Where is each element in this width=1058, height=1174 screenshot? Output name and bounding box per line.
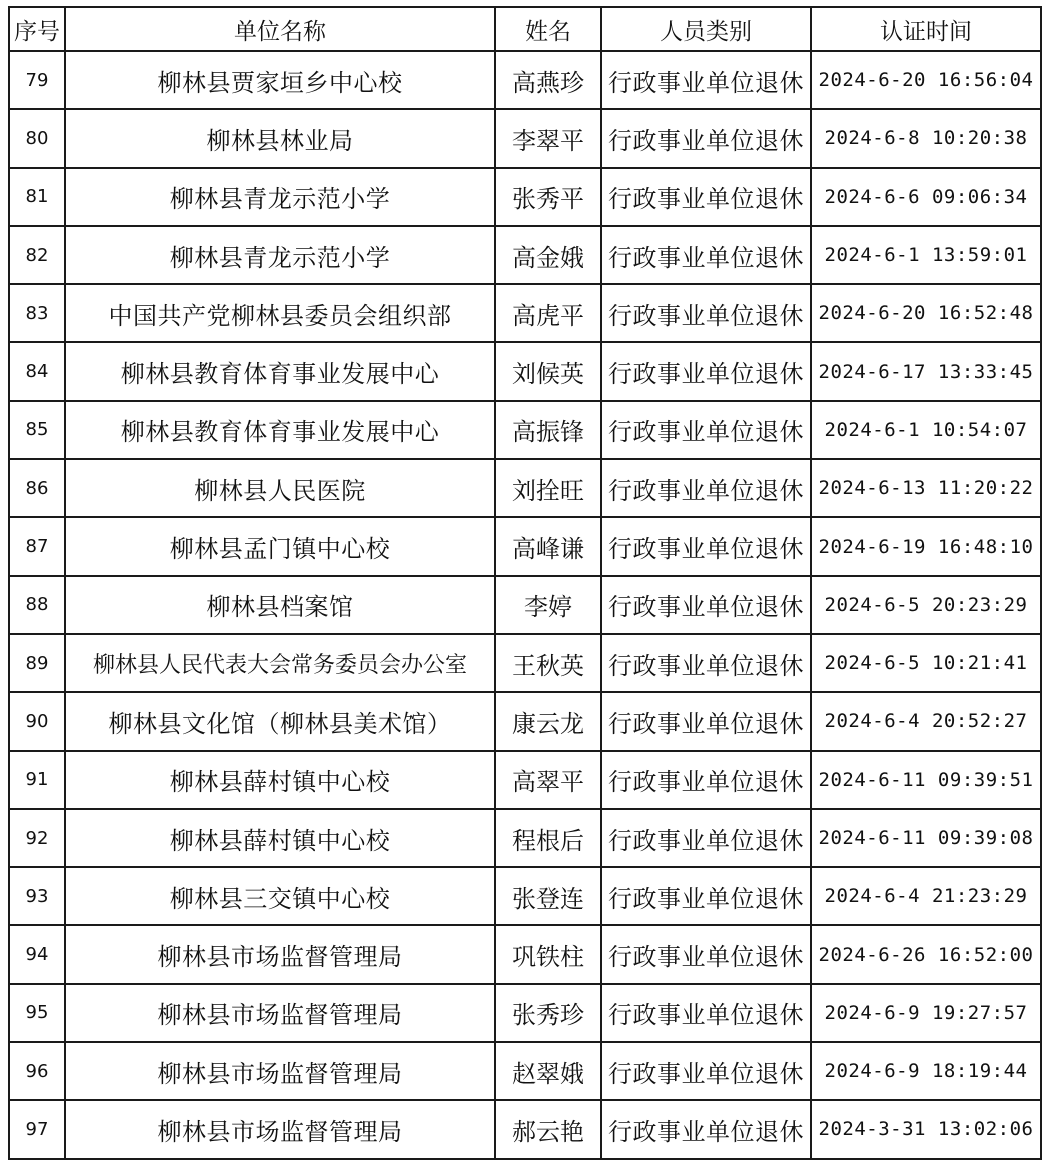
row-number: 97 [9,1100,65,1158]
unit-name: 柳林县教育体育事业发展中心 [65,401,495,459]
certification-time: 2024-6-20 16:52:48 [811,284,1041,342]
personnel-category: 行政事业单位退休 [601,867,811,925]
personnel-category: 行政事业单位退休 [601,459,811,517]
table-row [9,51,1041,109]
table-row [9,342,1041,400]
certification-time: 2024-6-1 10:54:07 [811,401,1041,459]
row-number: 93 [9,867,65,925]
person-name: 高燕珍 [495,51,601,109]
person-name: 赵翠娥 [495,1042,601,1100]
row-number: 92 [9,809,65,867]
row-number: 84 [9,342,65,400]
certification-time: 2024-6-11 09:39:51 [811,751,1041,809]
unit-name: 柳林县人民代表大会常务委员会办公室 [65,634,495,692]
certification-time: 2024-6-6 09:06:34 [811,168,1041,226]
table-row [9,401,1041,459]
row-number: 82 [9,226,65,284]
row-number: 83 [9,284,65,342]
unit-name: 柳林县林业局 [65,109,495,167]
unit-name: 柳林县三交镇中心校 [65,867,495,925]
personnel-category: 行政事业单位退休 [601,576,811,634]
table-row [9,517,1041,575]
person-name: 张秀珍 [495,984,601,1042]
table-row [9,284,1041,342]
unit-name: 柳林县市场监督管理局 [65,1042,495,1100]
person-name: 张登连 [495,867,601,925]
certification-table [8,6,1042,1160]
unit-name: 柳林县市场监督管理局 [65,984,495,1042]
table-row [9,459,1041,517]
unit-name: 柳林县孟门镇中心校 [65,517,495,575]
personnel-category: 行政事业单位退休 [601,168,811,226]
header-unit: 单位名称 [65,7,495,51]
certification-time: 2024-6-13 11:20:22 [811,459,1041,517]
table-row [9,226,1041,284]
row-number: 87 [9,517,65,575]
certification-time: 2024-6-1 13:59:01 [811,226,1041,284]
person-name: 高峰谦 [495,517,601,575]
certification-time: 2024-6-5 10:21:41 [811,634,1041,692]
certification-time: 2024-6-26 16:52:00 [811,925,1041,983]
row-number: 91 [9,751,65,809]
table-row [9,168,1041,226]
table-row [9,109,1041,167]
table-row [9,1042,1041,1100]
personnel-category: 行政事业单位退休 [601,109,811,167]
table-row [9,867,1041,925]
row-number: 88 [9,576,65,634]
personnel-category: 行政事业单位退休 [601,809,811,867]
personnel-category: 行政事业单位退休 [601,1042,811,1100]
personnel-category: 行政事业单位退休 [601,925,811,983]
person-name: 高振锋 [495,401,601,459]
unit-name: 柳林县文化馆（柳林县美术馆） [65,692,495,750]
unit-name: 柳林县青龙示范小学 [65,168,495,226]
row-number: 94 [9,925,65,983]
certification-time: 2024-6-8 10:20:38 [811,109,1041,167]
table-row [9,576,1041,634]
person-name: 李婷 [495,576,601,634]
personnel-category: 行政事业单位退休 [601,1100,811,1158]
row-number: 95 [9,984,65,1042]
person-name: 张秀平 [495,168,601,226]
unit-name: 中国共产党柳林县委员会组织部 [65,284,495,342]
person-name: 高金娥 [495,226,601,284]
unit-name: 柳林县市场监督管理局 [65,1100,495,1158]
table-row [9,692,1041,750]
certification-time: 2024-6-4 21:23:29 [811,867,1041,925]
unit-name: 柳林县人民医院 [65,459,495,517]
row-number: 81 [9,168,65,226]
unit-name: 柳林县薛村镇中心校 [65,751,495,809]
header-category: 人员类别 [601,7,811,51]
table-row [9,634,1041,692]
certification-time: 2024-6-5 20:23:29 [811,576,1041,634]
person-name: 康云龙 [495,692,601,750]
table-row [9,984,1041,1042]
unit-name: 柳林县薛村镇中心校 [65,809,495,867]
table-row [9,751,1041,809]
table-row [9,925,1041,983]
row-number: 79 [9,51,65,109]
certification-time: 2024-6-9 18:19:44 [811,1042,1041,1100]
header-no: 序号 [9,7,65,51]
person-name: 高翠平 [495,751,601,809]
certification-time: 2024-6-11 09:39:08 [811,809,1041,867]
row-number: 89 [9,634,65,692]
personnel-category: 行政事业单位退休 [601,401,811,459]
personnel-category: 行政事业单位退休 [601,342,811,400]
person-name: 刘候英 [495,342,601,400]
header-name: 姓名 [495,7,601,51]
personnel-category: 行政事业单位退休 [601,226,811,284]
unit-name: 柳林县教育体育事业发展中心 [65,342,495,400]
unit-name: 柳林县青龙示范小学 [65,226,495,284]
table-header-row [9,7,1041,51]
row-number: 96 [9,1042,65,1100]
personnel-category: 行政事业单位退休 [601,634,811,692]
table-row [9,1100,1041,1158]
person-name: 高虎平 [495,284,601,342]
person-name: 程根后 [495,809,601,867]
row-number: 90 [9,692,65,750]
unit-name: 柳林县贾家垣乡中心校 [65,51,495,109]
personnel-category: 行政事业单位退休 [601,284,811,342]
certification-time: 2024-6-19 16:48:10 [811,517,1041,575]
person-name: 王秋英 [495,634,601,692]
table-row [9,809,1041,867]
row-number: 85 [9,401,65,459]
person-name: 郝云艳 [495,1100,601,1158]
personnel-category: 行政事业单位退休 [601,517,811,575]
unit-name: 柳林县市场监督管理局 [65,925,495,983]
certification-time: 2024-6-4 20:52:27 [811,692,1041,750]
row-number: 86 [9,459,65,517]
certification-time: 2024-3-31 13:02:06 [811,1100,1041,1158]
person-name: 刘拴旺 [495,459,601,517]
certification-time: 2024-6-20 16:56:04 [811,51,1041,109]
header-time: 认证时间 [811,7,1041,51]
certification-time: 2024-6-17 13:33:45 [811,342,1041,400]
person-name: 李翠平 [495,109,601,167]
unit-name: 柳林县档案馆 [65,576,495,634]
personnel-category: 行政事业单位退休 [601,51,811,109]
table-body [9,51,1041,1159]
personnel-category: 行政事业单位退休 [601,751,811,809]
certification-time: 2024-6-9 19:27:57 [811,984,1041,1042]
row-number: 80 [9,109,65,167]
person-name: 巩铁柱 [495,925,601,983]
personnel-category: 行政事业单位退休 [601,984,811,1042]
personnel-category: 行政事业单位退休 [601,692,811,750]
